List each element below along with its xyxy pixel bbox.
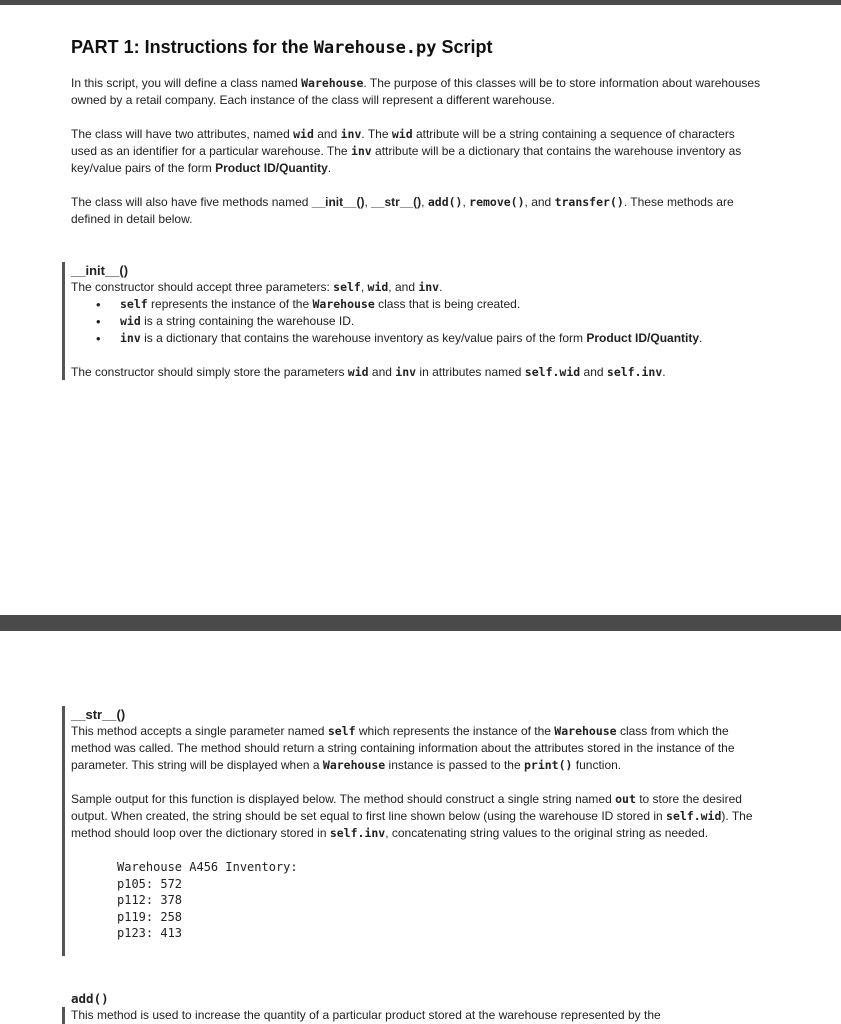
init-parameter-list <box>71 296 771 347</box>
list-item: • self represents the instance of the Warehouse class that is being created. <box>71 296 771 313</box>
code-line: p119: 258 <box>117 909 183 924</box>
init-parameters-line: The constructor should accept three parameters: self, wid, and inv. <box>71 280 443 294</box>
code-line: p105: 572 <box>117 876 183 891</box>
add-section-title: add() <box>71 991 109 1006</box>
list-item: • wid is a string containing the warehouse ID. <box>71 313 771 330</box>
code-line: p112: 378 <box>117 893 183 907</box>
init-section <box>62 262 771 380</box>
init-store-line: The constructor should simply store the parameters wid and inv in attributes named self.wid and self.inv. <box>71 365 666 379</box>
intro-paragraph: In this script, you will define a class named Warehouse. The purpose of this classes will be to store information about warehouses owned by a retail company. Each instance of the class will represent a different warehouse. <box>71 76 761 107</box>
add-description: This method is used to increase the quantity of a particular product stored at the warehouse represented by the <box>71 1008 661 1022</box>
str-section-title: __str__() <box>71 707 126 722</box>
add-section <box>62 1007 771 1024</box>
sample-output-code <box>71 859 771 942</box>
str-description: This method accepts a single parameter named self which represents the instance of the Warehouse class from which the method was called. The method should return a string containing information about the attributes stored in the instance of the parameter. This string will be displayed when a Warehouse instance is passed to the print() function. <box>71 724 735 772</box>
page-separator <box>0 615 841 631</box>
code-line: p123: 413 <box>117 926 183 940</box>
str-section <box>62 706 771 956</box>
top-page-border <box>0 0 841 5</box>
code-line: Warehouse A456 Inventory: <box>117 860 298 874</box>
page-title: PART 1: Instructions for the Warehouse.py Script <box>71 37 493 58</box>
attributes-paragraph: The class will have two attributes, named wid and inv. The wid attribute will be a string containing a sequence of characters used as an identifier for a particular warehouse. The inv attribute will be a dictionary that contains the warehouse inventory as key/value pairs of the form Product ID/Quantity. <box>71 127 742 175</box>
str-sample-paragraph: Sample output for this function is displayed below. The method should construct a single string named out to store the desired output. When created, the string should be set equal to first line shown below (using the warehouse ID stored in self.wid). The method should loop over the dictionary stored in self.inv, concatenating string values to the original string as needed. <box>71 792 753 840</box>
methods-paragraph: The class will also have five methods named __init__(), __str__(), add(), remove(), and transfer(). These methods are defined in detail below. <box>71 195 734 226</box>
init-section-title: __init__() <box>71 263 129 278</box>
list-item: • inv is a dictionary that contains the warehouse inventory as key/value pairs of the form Product ID/Quantity. <box>71 330 771 347</box>
